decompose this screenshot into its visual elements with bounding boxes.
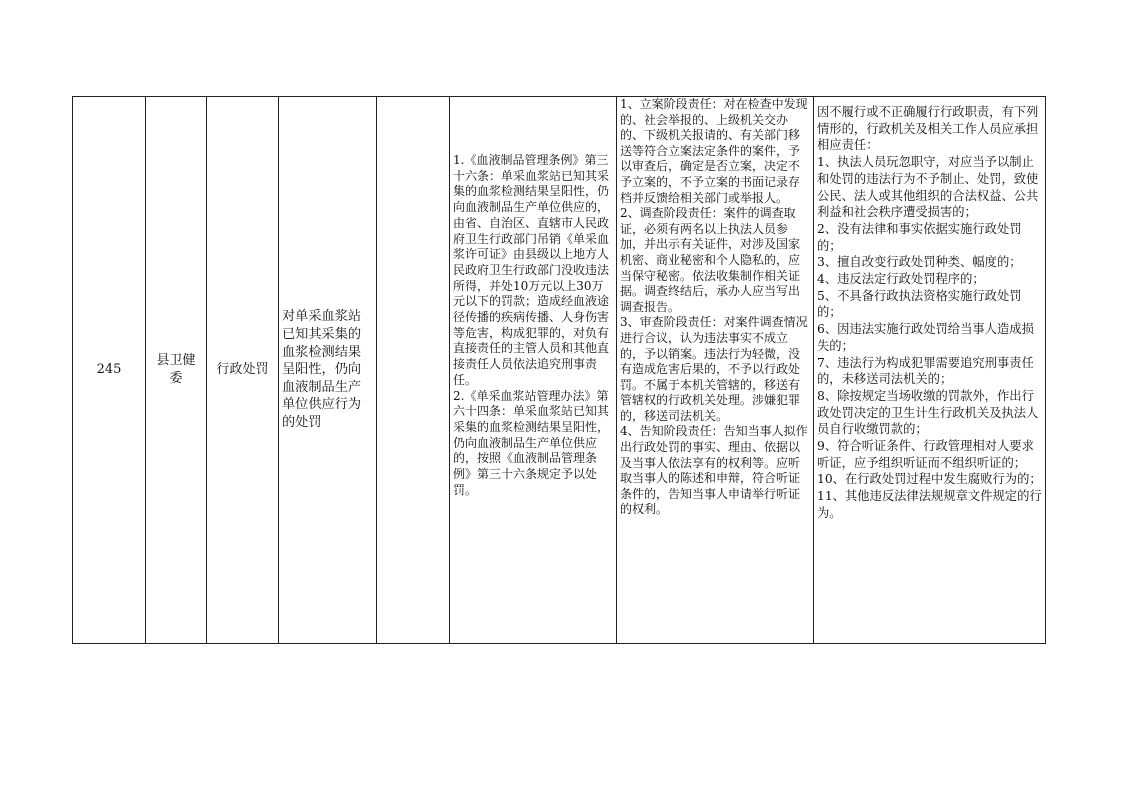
liability-item: 7、违法行为构成犯罪需要追究刑事责任的，未移送司法机关的； [817, 355, 1034, 387]
row-number: 245 [73, 97, 146, 644]
liability-item: 11、其他违反法律法规规章文件规定的行为。 [817, 489, 1042, 520]
legal-basis-item: 2.《单采血浆站管理办法》第六十四条：单采血浆站已知其采集的血浆检测结果呈阳性，仍向血液制品生产单位供应的，按照《血液制品管理条例》第三十六条规定予以处罚。 [453, 388, 610, 497]
duty-item: 3、审查阶段责任：对案件调查情况进行合议，认为违法事实不成立的，予以销案。违法行为轻微，没有造成危害后果的，不予以行政处罚。不属于本机关管辖的，移送有管辖权的行政机关处理。涉嫌犯罪的，移送司法机关。 [620, 315, 808, 423]
legal-basis-cell [450, 97, 617, 644]
liability-item: 2、没有法律和事实依据实施行政处罚的； [817, 221, 1022, 253]
duty-item: 1、立案阶段责任：对在检查中发现的、社会举报的、上级机关交办的、下级机关报请的、有关部门移送等符合立案法定条件的案件，予以审查后，确定是否立案，决定不予立案的，不予立案的书面记录存档并反馈给相关部门或举报人。 [620, 97, 808, 205]
liability-item: 10、在行政处罚过程中发生腐败行为的； [817, 472, 1042, 487]
liability-item: 1、执法人员玩忽职守，对应当予以制止和处罚的违法行为不予制止、处罚，致使公民、法人或其他组织的合法权益、公共利益和社会秩序遭受损害的； [817, 155, 1039, 220]
liability-intro: 因不履行或不正确履行行政职责，有下列情形的，行政机关及相关工作人员应承担相应责任： [817, 105, 1039, 153]
sub-item-cell [377, 97, 450, 644]
power-list-table [72, 96, 1046, 644]
liability-item: 9、符合听证条件、行政管理相对人要求听证，应予组织听证而不组织听证的； [817, 439, 1034, 470]
duty-item: 4、告知阶段责任：告知当事人拟作出行政处罚的事实、理由、依据以及当事人依法享有的权利等。应听取当事人的陈述和申辩，符合听证条件的，告知当事人申请举行听证的权利。 [620, 424, 808, 517]
liability-item: 4、违反法定行政处罚程序的； [817, 272, 985, 287]
department-cell: 县卫健委 [146, 97, 207, 644]
duty-item: 2、调查阶段责任：案件的调查取证，必须有两名以上执法人员参加，并出示有关证件，对涉及国家机密、商业秘密和个人隐私的，应当保守秘密。依法收集制作相关证据。调查终结后，承办人应当写出调查报告。 [620, 206, 801, 314]
legal-basis-item: 1.《血液制品管理条例》第三十六条：单采血浆站已知其采集的血浆检测结果呈阳性，仍向血液制品生产单位供应的，由省、自治区、直辖市人民政府卫生行政部门吊销《单采血浆许可证》由县级以上地方人民政府卫生行政部门没收违法所得，并处10万元以上30万元以下的罚款；造成经血液途径传播的疾病传播、人身伤害等危害，构成犯罪的，对负有直接责任的主管人员和其他直接责任人员依法追究刑事责任。 [453, 153, 610, 387]
liability-item: 3、擅自改变行政处罚种类、幅度的； [817, 255, 1022, 270]
liability-cell [814, 97, 1046, 644]
liability-item: 6、因违法实施行政处罚给当事人造成损失的； [817, 322, 1034, 353]
item-name-cell: 对单采血浆站已知其采集的血浆检测结果呈阳性，仍向血液制品生产单位供应行为的处罚 [279, 97, 377, 644]
duty-cell [617, 97, 814, 644]
liability-item: 5、不具备行政执法资格实施行政处罚的； [817, 288, 1022, 320]
table-row [73, 97, 1046, 644]
category-cell: 行政处罚 [207, 97, 279, 644]
liability-item: 8、除按规定当场收缴的罚款外，作出行政处罚决定的卫生计生行政机关及执法人员自行收缴罚款的； [817, 388, 1039, 437]
